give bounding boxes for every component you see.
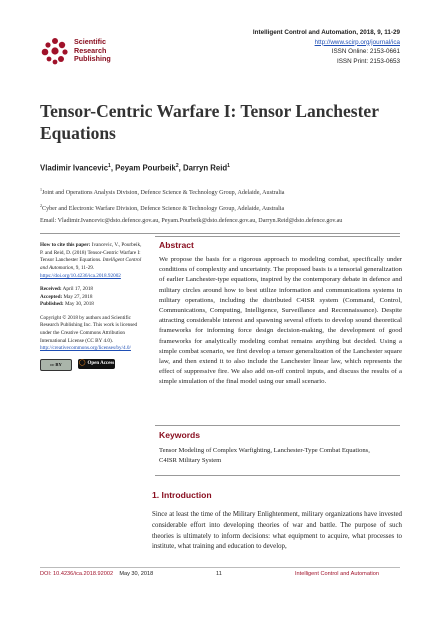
affiliation-sup: 2	[40, 202, 42, 208]
license-link[interactable]: http://creativecommons.org/licenses/by/4.0/	[40, 345, 131, 352]
journal-citation: Intelligent Control and Automation, 2018, 9, 11-29	[252, 29, 400, 36]
author-affil-sup: 2	[175, 163, 179, 169]
author-name: Peyam Pourbeik	[115, 163, 176, 173]
affiliation-text: Cyber and Electronic Warfare Division, Defence Science & Technology Group, Adelaide, Australia	[42, 205, 285, 212]
journal-url-link[interactable]: http://www.scirp.org/journal/ica	[314, 38, 400, 46]
author-list	[40, 163, 230, 173]
journal-info	[253, 28, 400, 66]
author-affil-sup: 1	[108, 163, 111, 169]
published-label: Published:	[40, 301, 64, 308]
license-badges	[40, 359, 144, 371]
affiliation-text: Joint and Operations Analysis Division, Defence Science & Technology Group, Adelaide, Australia	[42, 190, 285, 197]
keywords-text: Tensor Modeling of Complex Warfighting, Lanchester-Type Combat Equations, C4ISR Military System	[159, 447, 370, 464]
publisher-line: Scientific	[74, 37, 106, 46]
introduction-text	[152, 510, 402, 553]
introduction-heading: 1. Introduction	[152, 490, 212, 500]
footer-date: May 30, 2018	[119, 571, 154, 577]
introduction-paragraph: Since at least the time of the Military Enlightenment, military organizations have invested considerable effort into developing theories of war and battle. The purpose of such theories is ultimately to inform decisions: what equipment to acquire, what processes to institute, what training and education to develop,	[152, 511, 402, 551]
footer-doi	[40, 571, 153, 577]
publisher-logo-icon	[40, 36, 70, 66]
email-line: Email: Vladimir.Ivancevic@dsto.defence.gov.au, Peyam.Pourbeik@dsto.defence.gov.au, Darryn.Reid@dsto.defence.gov.au	[40, 218, 343, 225]
divider	[155, 236, 400, 237]
issn-online: ISSN Online: 2153-0661	[331, 48, 400, 56]
author-separator: ,	[110, 163, 116, 173]
how-to-cite-text: Ivancevic, V., Pourbeik, P. and Reid, D. (2018) Tensor-Centric Warfare I: Tensor Lanchester Equations.	[40, 242, 142, 264]
cc-badge-label: cc BY	[50, 361, 62, 367]
footer-journal: Intelligent Control and Automation	[295, 571, 379, 577]
keywords-heading: Keywords	[159, 430, 201, 440]
accepted-date: May 27, 2018	[62, 293, 93, 300]
how-to-cite-tail: , 9, 11-29.	[73, 265, 95, 272]
issn-print: ISSN Print: 2153-0653	[336, 57, 400, 65]
paper-title: Tensor-Centric Warfare I: Tensor Lanchester Equations	[40, 101, 379, 143]
dates	[40, 286, 144, 309]
publisher-line: Publishing	[74, 54, 111, 64]
affiliation-sup: 1	[40, 187, 42, 192]
open-access-label: Open Access	[87, 360, 115, 366]
how-to-cite	[40, 242, 144, 281]
affiliation-line	[40, 184, 420, 200]
copyright-text: Copyright © 2018 by authors and Scientific Research Publishing Inc. This work is licensed under the Creative Commons Attribution International License (CC BY 4.0).	[40, 314, 138, 344]
doi-link[interactable]: https://doi.org/10.4236/ica.2018.92002	[40, 272, 121, 279]
copyright	[40, 315, 144, 354]
footer-page-number: 11	[216, 571, 222, 577]
accepted-label: Accepted:	[40, 293, 63, 300]
author-affil-sup: 1	[227, 163, 230, 169]
footer-doi-text: DOI: 10.4236/ica.2018.92002	[40, 571, 114, 577]
author-separator: ,	[178, 163, 183, 173]
received-date: April 17, 2018	[61, 286, 94, 293]
how-to-cite-label: How to cite this paper:	[40, 242, 91, 248]
publisher-line: Research	[74, 45, 107, 55]
received-label: Received:	[40, 286, 62, 293]
article-info-column	[40, 242, 144, 371]
abstract-text: We propose the basis for a rigorous approach to modeling combat, specifically under conditions of complexity and uncertainty. The proposed basis is a tensorial generalization of earlier Lanchester-type equations, inspired by the contemporary debate in defence and military circles around how to best utilize information and communications systems in military operations, including the distributed C4ISR system (Command, Control, Communications, Computing, Intelligence, Surveillance and Reconnaissance). Despite attracting considerable interest and spawning several efforts to develop sound theoretical frameworks for informing force design decision-making, the development of good frameworks for analytically modeling combat remains anything but decided. Using a simple combat scenario, we first develop a tensor generalization of the Lanchester square law, and then extend it to also include the Lanchester linear law, which represents the effect of suppressive fire. We also add on-off control inputs, and discuss the results of a simple simulation of the final model using our small scenario.	[159, 256, 402, 386]
open-access-badge[interactable]	[78, 359, 115, 369]
affiliation-line	[40, 200, 420, 216]
cc-by-badge-icon[interactable]	[40, 359, 72, 371]
author-name: Darryn Reid	[182, 163, 228, 173]
open-lock-icon: ◯	[78, 359, 86, 366]
affiliations	[40, 184, 420, 228]
divider	[155, 475, 400, 476]
published-date: May 30, 2018	[63, 301, 94, 308]
publisher-name	[74, 38, 111, 64]
how-to-cite-journal: Intelligent Control and Automation	[40, 257, 142, 272]
divider	[40, 233, 400, 234]
abstract-heading: Abstract	[159, 240, 194, 250]
divider	[155, 425, 400, 426]
footer-divider	[40, 567, 400, 568]
author-name: Vladimir Ivancevic	[40, 163, 109, 173]
